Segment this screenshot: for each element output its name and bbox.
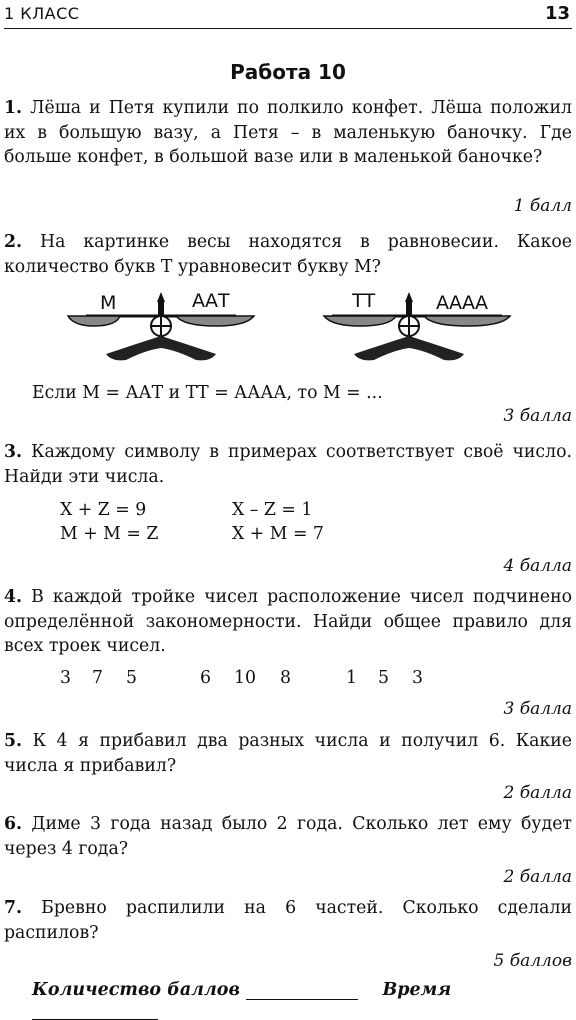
task-number: 1. xyxy=(4,98,23,118)
points-label: Количество баллов xyxy=(32,980,240,1000)
task-text: Диме 3 года назад было 2 года. Сколько лет ему будет через 4 года? xyxy=(4,814,572,859)
triple-number: 5 xyxy=(126,668,137,688)
task-text: Каждому символу в примерах соответствует своё число. Найди эти числа. xyxy=(4,442,572,487)
score-footer xyxy=(32,980,576,1020)
task-number: 7. xyxy=(4,898,23,918)
scale-2-left-label: ТТ xyxy=(352,290,376,312)
grade-label: 1 КЛАСС xyxy=(4,4,80,23)
triple-number: 8 xyxy=(280,668,291,688)
time-blank[interactable] xyxy=(32,1003,158,1020)
task-number: 5. xyxy=(4,731,23,751)
task-7 xyxy=(4,896,572,945)
task-1-score: 1 балл xyxy=(513,196,572,216)
task-6-score: 2 балла xyxy=(503,867,572,887)
task-2 xyxy=(4,230,572,279)
triple-number: 1 xyxy=(346,668,357,688)
time-label: Время xyxy=(382,980,452,1000)
task-7-score: 5 баллов xyxy=(493,951,572,971)
triple-number: 6 xyxy=(200,668,211,688)
task-number: 6. xyxy=(4,814,23,834)
points-blank[interactable] xyxy=(246,983,358,1000)
page-number: 13 xyxy=(544,3,570,24)
equation: X + M = 7 xyxy=(232,524,324,544)
task-6 xyxy=(4,812,572,861)
scale-1-left-label: М xyxy=(100,292,117,314)
task-2-conclusion: Если М = ААТ и ТТ = АААА, то М = ... xyxy=(32,383,383,403)
task-4 xyxy=(4,585,572,659)
task-5-score: 2 балла xyxy=(503,783,572,803)
triple-number: 7 xyxy=(92,668,103,688)
scale-2-right-label: АААА xyxy=(436,292,488,314)
triple-number: 3 xyxy=(412,668,423,688)
page-title: Работа 10 xyxy=(230,60,346,84)
task-text: Бревно распилили на 6 частей. Сколько сделали распилов? xyxy=(4,898,572,943)
task-3-score: 4 балла xyxy=(503,556,572,576)
triple-number: 5 xyxy=(378,668,389,688)
task-3 xyxy=(4,440,572,489)
equation: M + M = Z xyxy=(60,524,159,544)
task-2-score: 3 балла xyxy=(503,406,572,426)
task-text: На картинке весы находятся в равновесии. Какое количество букв Т уравновесит букву М? xyxy=(4,232,572,277)
triple-number: 3 xyxy=(60,668,71,688)
scale-1-right-label: ААТ xyxy=(192,290,230,312)
task-text: Лёша и Петя купили по полкило конфет. Лёша положил их в большую вазу, а Петя – в маленькую баночку. Где больше конфет, в большой вазе или в маленькой баночке? xyxy=(4,98,572,167)
task-4-score: 3 балла xyxy=(503,699,572,719)
task-1 xyxy=(4,96,572,170)
equation: X – Z = 1 xyxy=(232,500,313,520)
task-number: 3. xyxy=(4,442,23,462)
task-number: 2. xyxy=(4,232,23,252)
triple-number: 10 xyxy=(234,668,256,688)
page-header xyxy=(4,0,572,29)
task-text: В каждой тройке чисел расположение чисел подчинено определённой закономерности. Найди общее правило для всех троек чисел. xyxy=(4,587,572,656)
task-5 xyxy=(4,729,572,778)
equation: X + Z = 9 xyxy=(60,500,147,520)
task-number: 4. xyxy=(4,587,23,607)
task-text: К 4 я прибавил два разных числа и получил 6. Какие числа я прибавил? xyxy=(4,731,572,776)
